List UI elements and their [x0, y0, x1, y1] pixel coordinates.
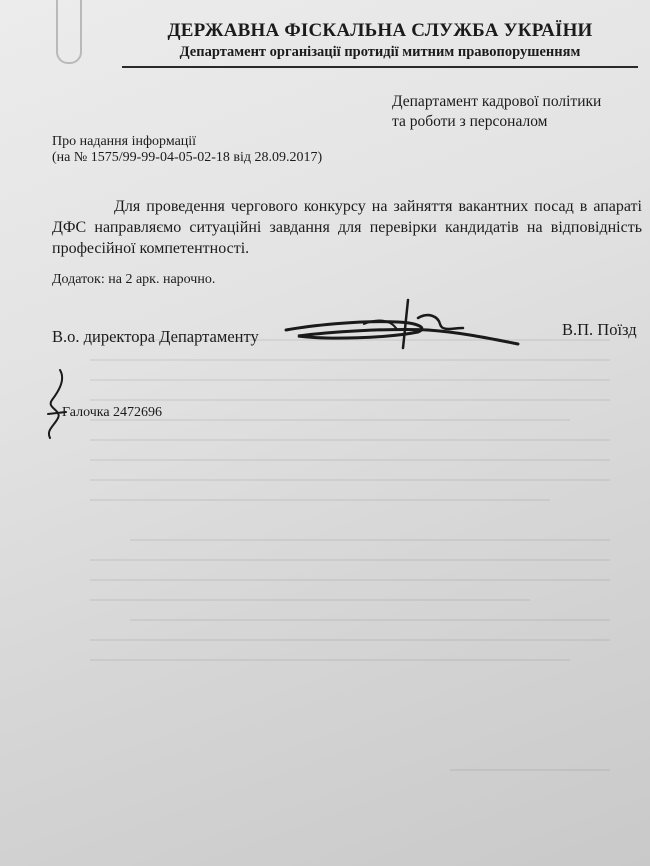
paper-clip	[56, 0, 82, 64]
subject-block	[52, 134, 322, 166]
bleed-through-text	[70, 300, 640, 820]
subject-line-2: (на № 1575/99-99-04-05-02-18 від 28.09.2017)	[52, 150, 323, 165]
organization-title: ДЕРЖАВНА ФІСКАЛЬНА СЛУЖБА УКРАЇНИ	[167, 20, 593, 41]
signer-title: В.о. директора Департаменту	[52, 327, 259, 346]
body-text: Для проведення чергового конкурсу на зайняття вакантних посад в апараті ДФС направляємо ситуаційні завдання для перевірки кандидатів на відповідність професійної компетентності.	[52, 198, 642, 257]
body-paragraph	[52, 196, 642, 259]
addressee-line-2: та роботи з персоналом	[392, 113, 548, 130]
attachment-note: Додаток: на 2 арк. нарочно.	[52, 272, 216, 287]
check-mark-number: Галочка 2472696	[62, 405, 163, 420]
addressee-block	[392, 92, 601, 132]
subject-line-1: Про надання інформації	[52, 134, 197, 149]
signer-name: В.П. Поїзд	[562, 320, 637, 339]
department-title: Департамент організації протидії митним правопорушенням	[179, 44, 581, 60]
header-divider	[122, 66, 638, 68]
addressee-line-1: Департамент кадрової політики	[392, 93, 602, 110]
